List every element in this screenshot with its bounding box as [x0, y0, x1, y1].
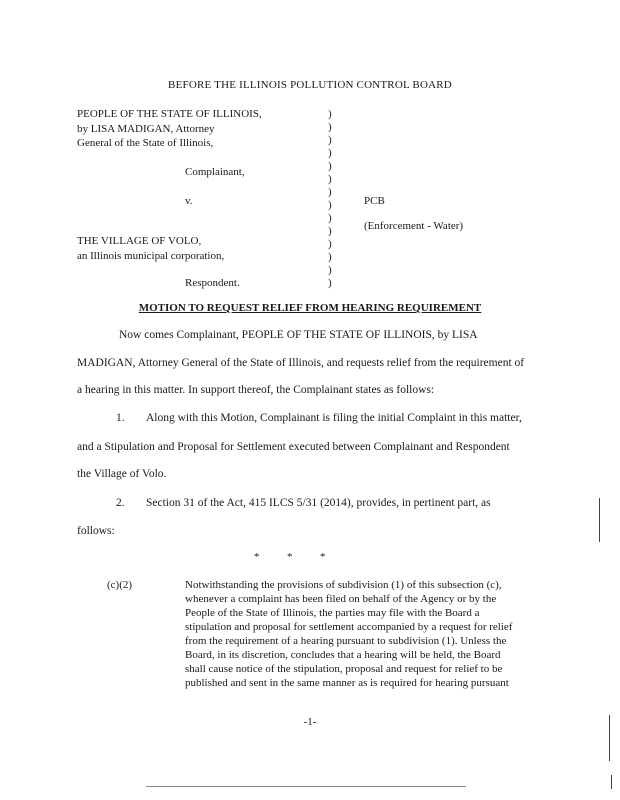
case-number-label: PCB: [364, 195, 385, 207]
complainant-label: Complainant,: [185, 166, 245, 178]
paragraph-2-number: 2.: [116, 497, 125, 509]
caption-paren: ): [328, 251, 332, 263]
plaintiff-name: PEOPLE OF THE STATE OF ILLINOIS,: [77, 108, 262, 120]
plaintiff-attorney-title: General of the State of Illinois,: [77, 137, 214, 149]
caption-paren: ): [328, 277, 332, 289]
intro-line-2: MADIGAN, Attorney General of the State of Illinois, and requests relief from the requirement of: [77, 357, 525, 369]
paragraph-1-line-3: the Village of Volo.: [77, 468, 167, 480]
caption-paren: ): [328, 121, 332, 133]
intro-line-1: Now comes Complainant, PEOPLE OF THE STATE OF ILLINOIS, by LISA: [119, 329, 478, 341]
quote-line: Board, in its discretion, concludes that a hearing will be held, the Board: [185, 649, 501, 661]
caption-paren: ): [328, 225, 332, 237]
caption-paren: ): [328, 264, 332, 276]
plaintiff-attorney: by LISA MADIGAN, Attorney: [77, 123, 215, 135]
quote-citation: (c)(2): [107, 579, 133, 591]
caption-paren: ): [328, 147, 332, 159]
versus-label: v.: [185, 195, 193, 207]
quote-line: People of the State of Illinois, the parties may file with the Board a: [185, 607, 480, 619]
caption-paren: ): [328, 186, 332, 198]
quote-line: Notwithstanding the provisions of subdivision (1) of this subsection (c),: [185, 579, 502, 591]
caption-paren: ): [328, 173, 332, 185]
defendant-name: THE VILLAGE OF VOLO,: [77, 235, 202, 247]
paragraph-1-line-1: Along with this Motion, Complainant is filing the initial Complaint in this matter,: [146, 412, 522, 424]
scan-artifact: [609, 715, 610, 761]
caption-paren: ): [328, 212, 332, 224]
paragraph-1-number: 1.: [116, 412, 125, 424]
page-number: -1-: [303, 716, 317, 728]
intro-line-3: a hearing in this matter. In support thereof, the Complainant states as follows:: [77, 384, 435, 396]
ellipsis-asterisks: * * *: [254, 551, 326, 563]
court-heading: BEFORE THE ILLINOIS POLLUTION CONTROL BOARD: [168, 79, 452, 91]
caption-paren: ): [328, 199, 332, 211]
paragraph-2-line-2: follows:: [77, 525, 115, 537]
quote-line: published and sent in the same manner as is required for hearing pursuant: [185, 677, 509, 689]
caption-paren: ): [328, 160, 332, 172]
quote-line: stipulation and proposal for settlement accompanied by a request for relief: [185, 621, 513, 633]
scan-artifact: [599, 498, 600, 542]
scan-artifact: [611, 775, 612, 789]
respondent-label: Respondent.: [185, 277, 240, 289]
paragraph-2-line-1: Section 31 of the Act, 415 ILCS 5/31 (2014), provides, in pertinent part, as: [146, 497, 491, 509]
scan-artifact: [146, 786, 466, 787]
caption-paren: ): [328, 108, 332, 120]
caption-paren: ): [328, 134, 332, 146]
defendant-description: an Illinois municipal corporation,: [77, 250, 225, 262]
motion-title: MOTION TO REQUEST RELIEF FROM HEARING REQUIREMENT: [138, 302, 482, 314]
quote-line: shall cause notice of the stipulation, proposal and request for relief to be: [185, 663, 503, 675]
quote-line: from the requirement of a hearing pursuant to subdivision (1). Unless the: [185, 635, 507, 647]
paragraph-1-line-2: and a Stipulation and Proposal for Settlement executed between Complainant and Respondent: [77, 441, 510, 453]
quote-line: whenever a complaint has been filed on behalf of the Agency or by the: [185, 593, 497, 605]
caption-paren: ): [328, 238, 332, 250]
case-type: (Enforcement - Water): [364, 220, 464, 232]
